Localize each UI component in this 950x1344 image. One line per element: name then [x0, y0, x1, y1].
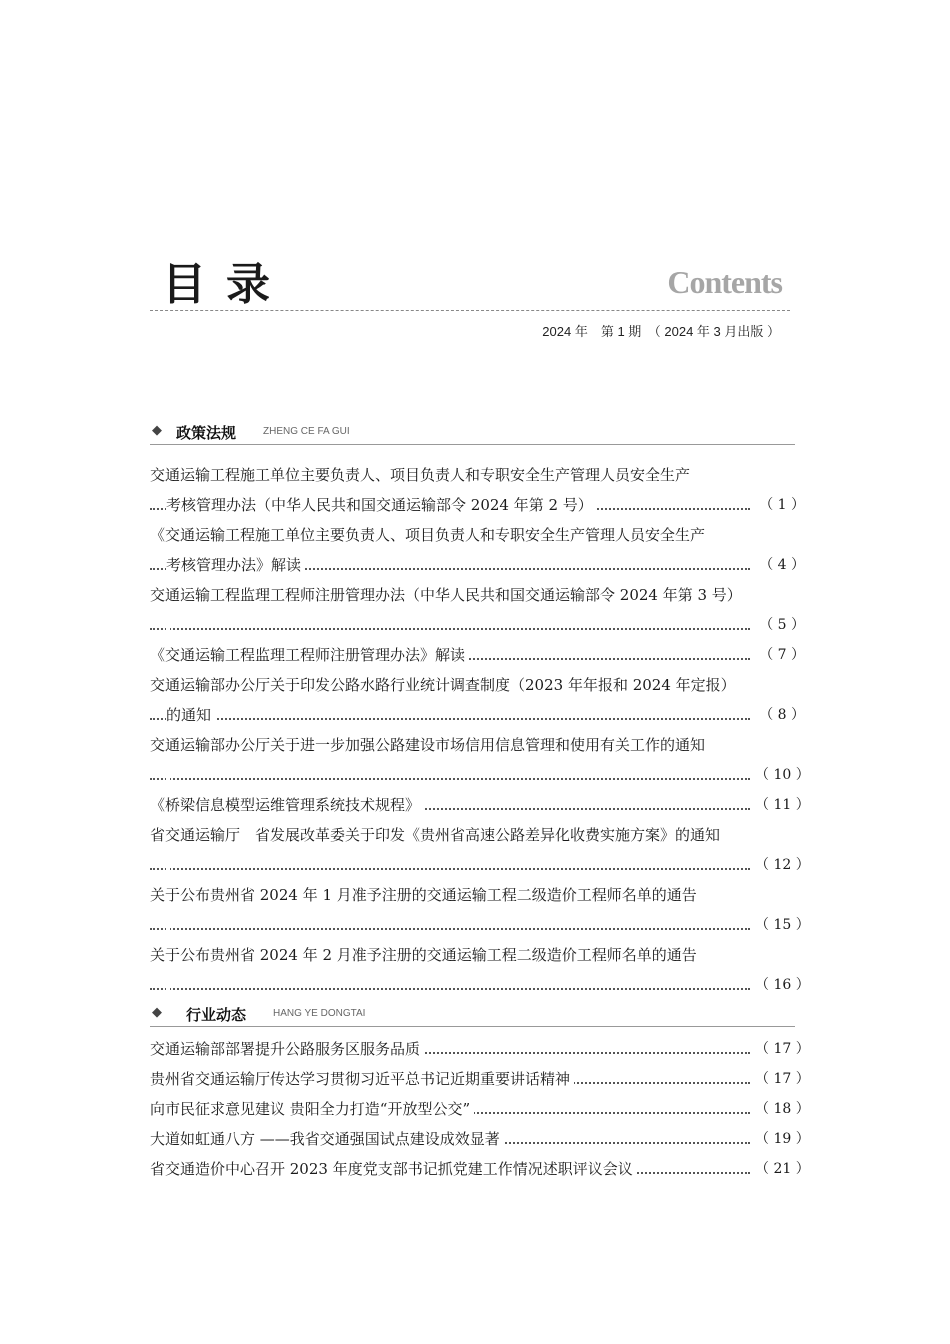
page-title: 目录: [162, 259, 290, 310]
page-number: （ 7 ）: [755, 640, 805, 670]
toc-entry-line[interactable]: 省交通造价中心召开 2023 年度党支部书记抓党建工作情况述职评议会议 （ 21 ）: [150, 1154, 805, 1184]
section-title: 行业动态: [186, 1006, 247, 1024]
toc-entry-line[interactable]: [150, 910, 810, 940]
page-number: （ 1 ）: [755, 490, 805, 520]
section-subtitle: ZHENG CE FA GUI: [263, 426, 350, 437]
section-header-industry: [150, 1004, 795, 1027]
page-number: （ 10 ）: [755, 760, 805, 790]
toc-entry-line[interactable]: 交通运输部办公厅关于进一步加强公路建设市场信用信息管理和使用有关工作的通知: [150, 730, 805, 760]
toc-list-policy: [150, 460, 810, 1000]
toc-entry-line[interactable]: 《交通运输工程施工单位主要负责人、项目负责人和专职安全生产管理人员安全生产: [150, 520, 805, 550]
toc-entry-line[interactable]: 交通运输部部署提升公路服务区服务品质 （ 17 ）: [150, 1034, 805, 1064]
toc-list-industry: [150, 1034, 810, 1184]
page-number: （ 19 ）: [755, 1124, 805, 1154]
toc-entry-line[interactable]: [150, 850, 810, 880]
toc-entry-line[interactable]: 《桥梁信息模型运维管理系统技术规程》 （ 11 ）: [150, 790, 805, 820]
toc-entry-line[interactable]: [150, 610, 805, 640]
page-number: （ 11 ）: [755, 790, 805, 820]
toc-entry-line[interactable]: 交通运输工程监理工程师注册管理办法（中华人民共和国交通运输部令 2024 年第 3 号）: [150, 580, 805, 610]
toc-entry-line[interactable]: 贵州省交通运输厅传达学习贯彻习近平总书记近期重要讲话精神 （ 17 ）: [150, 1064, 805, 1094]
issue-info: 2024 年 第 1 期 （ 2024 年 3 月出版 ）: [542, 324, 780, 339]
toc-entry-line[interactable]: 《交通运输工程监理工程师注册管理办法》解读 （ 7 ）: [150, 640, 805, 670]
section-subtitle: HANG YE DONGTAI: [273, 1008, 366, 1019]
toc-entry-line[interactable]: 考核管理办法》解读 （ 4 ）: [150, 550, 805, 580]
page-number: （ 17 ）: [755, 1034, 805, 1064]
page-number: （ 16 ）: [755, 970, 805, 1000]
toc-entry-line[interactable]: 交通运输工程施工单位主要负责人、项目负责人和专职安全生产管理人员安全生产: [150, 460, 805, 490]
page-number: （ 18 ）: [755, 1094, 805, 1124]
page-number: （ 8 ）: [755, 700, 805, 730]
toc-entry-line[interactable]: 关于公布贵州省 2024 年 2 月准予注册的交通运输工程二级造价工程师名单的通告: [150, 940, 805, 970]
toc-entry-line[interactable]: [150, 760, 810, 790]
toc-entry-line[interactable]: 省交通运输厅 省发展改革委关于印发《贵州省高速公路差异化收费实施方案》的通知: [150, 820, 805, 850]
toc-entry-line[interactable]: [150, 970, 810, 1000]
title-divider: [150, 310, 790, 311]
page-number: （ 21 ）: [755, 1154, 805, 1184]
toc-entry-line[interactable]: 考核管理办法（中华人民共和国交通运输部令 2024 年第 2 号） （ 1 ）: [150, 490, 805, 520]
page-number: （ 4 ）: [755, 550, 805, 580]
toc-entry-line[interactable]: 交通运输部办公厅关于印发公路水路行业统计调查制度（2023 年年报和 2024 年定报）: [150, 670, 805, 700]
toc-entry-line[interactable]: 大道如虹通八方 ——我省交通强国试点建设成效显著 （ 19 ）: [150, 1124, 805, 1154]
toc-entry-line[interactable]: 向市民征求意见建议 贵阳全力打造“开放型公交” （ 18 ）: [150, 1094, 805, 1124]
section-header-policy: [150, 422, 795, 445]
page-number: （ 17 ）: [755, 1064, 805, 1094]
page-number: （ 12 ）: [755, 850, 805, 880]
toc-entry-line[interactable]: 的通知 （ 8 ）: [150, 700, 805, 730]
toc-entry-line[interactable]: 关于公布贵州省 2024 年 1 月准予注册的交通运输工程二级造价工程师名单的通告: [150, 880, 805, 910]
section-title: 政策法规: [176, 424, 237, 442]
page-number: （ 15 ）: [755, 910, 805, 940]
diamond-icon: ◆: [152, 1005, 162, 1020]
page-title-english: Contents: [667, 264, 782, 300]
diamond-icon: ◆: [152, 423, 162, 438]
page-number: （ 5 ）: [755, 610, 805, 640]
